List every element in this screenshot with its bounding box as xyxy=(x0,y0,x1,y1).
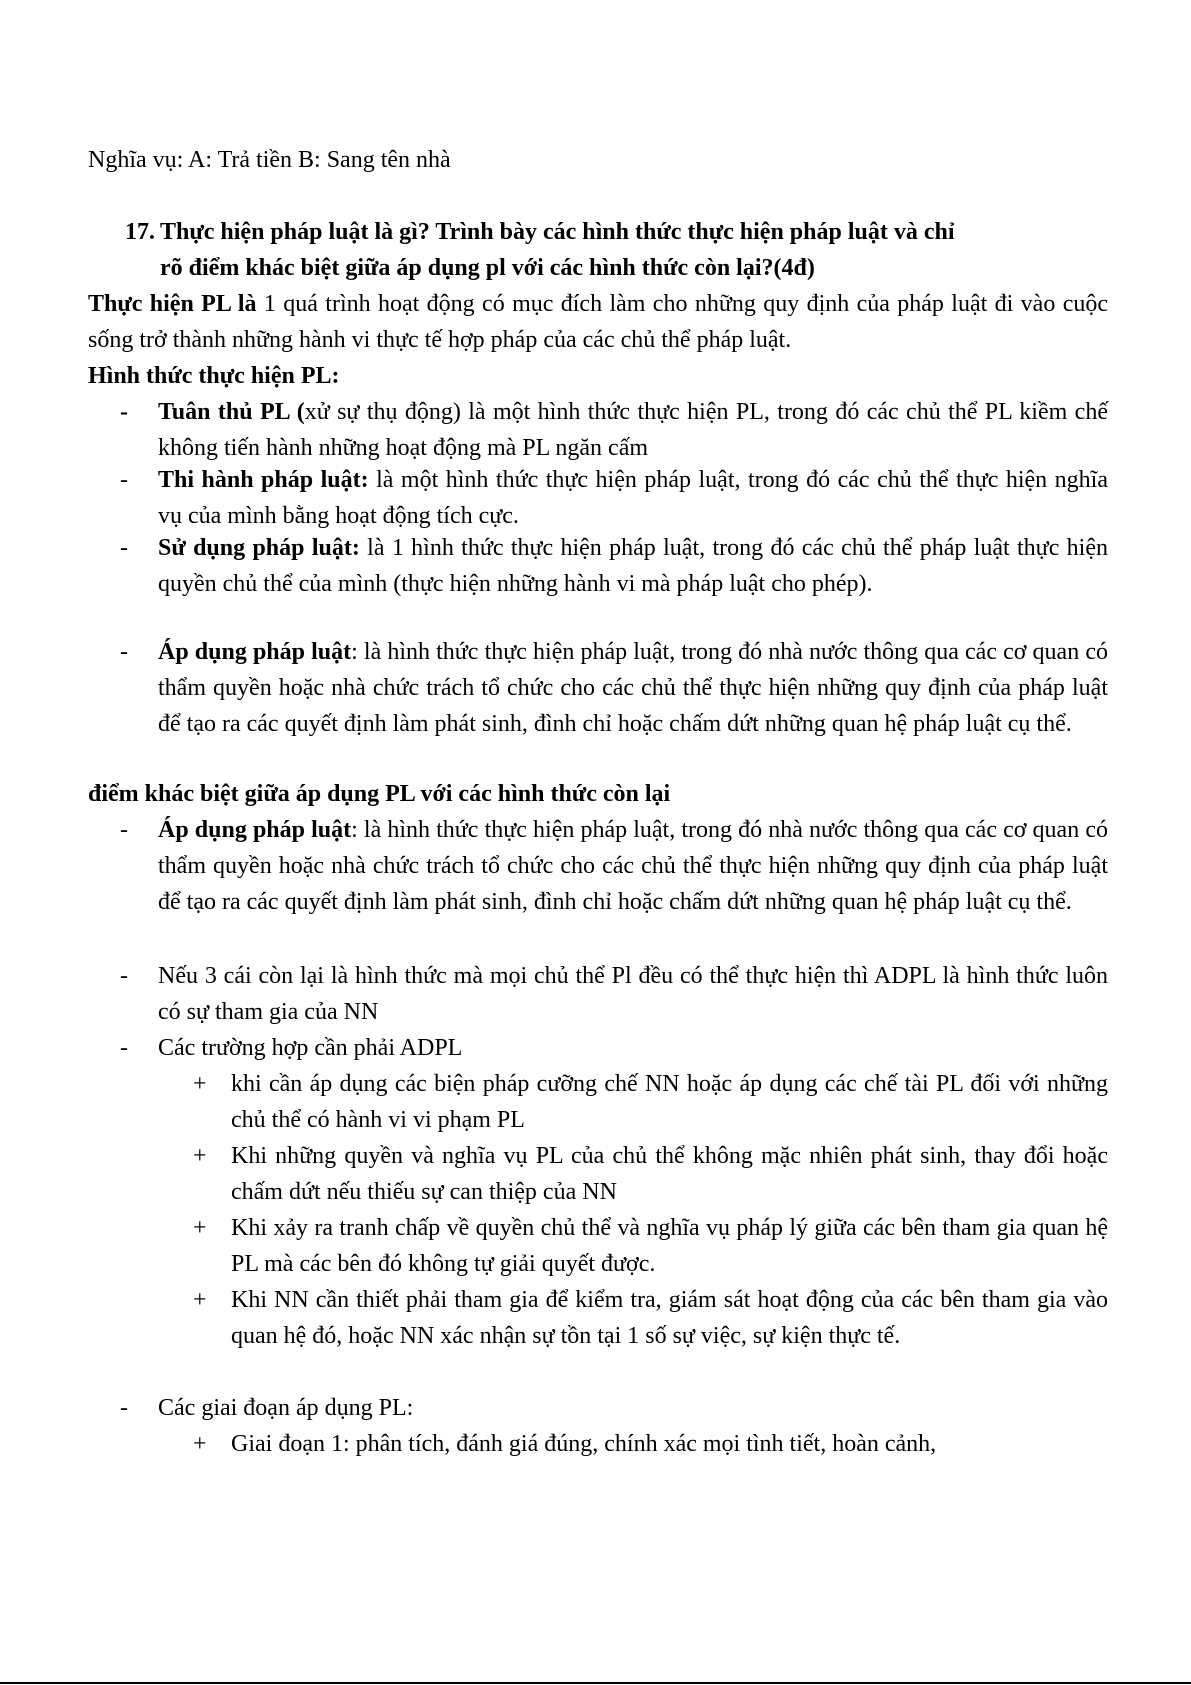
case-text: Khi NN cần thiết phải tham gia để kiểm tra, giám sát hoạt động của các bên tham gia vào quan hệ đó, hoặc NN xác nhận sự tồn tại 1 số sự việc, sự kiện thực tế. xyxy=(231,1287,1108,1349)
case-text: Khi những quyền và nghĩa vụ PL của chủ thể không mặc nhiên phát sinh, thay đổi hoặc chấm dứt nếu thiếu sự can thiệp của NN xyxy=(231,1143,1108,1205)
bullet-dash: - xyxy=(120,1035,128,1061)
page-bottom-rule xyxy=(0,1682,1191,1684)
bullet-dash: - xyxy=(120,399,128,425)
form-text: là 1 hình thức thực hiện pháp luật, trong đó các chủ thể pháp luật thực hiện quyền chủ thể của mình (thực hiện những hành vi mà pháp luật cho phép). xyxy=(158,535,1108,597)
bullet-plus: + xyxy=(193,1431,207,1457)
diff-item-cases xyxy=(120,1030,1108,1066)
diff-item-application xyxy=(120,812,1108,920)
definition-text: 1 quá trình hoạt động có mục đích làm cho những quy định của pháp luật đi vào cuộc sống trở thành những hành vi thực tế hợp pháp của các chủ thể pháp luật. xyxy=(88,291,1109,353)
forms-heading: Hình thức thực hiện PL: xyxy=(88,363,340,389)
form-term: Thi hành pháp luật: xyxy=(158,467,369,493)
form-item-compliance xyxy=(120,394,1108,466)
question-heading xyxy=(125,214,1110,286)
form-text: là một hình thức thực hiện pháp luật, trong đó các chủ thể thực hiện nghĩa vụ của mình bằng hoạt động tích cực. xyxy=(158,467,1109,529)
bullet-dash: - xyxy=(120,963,128,989)
form-text: : là hình thức thực hiện pháp luật, trong đó nhà nước thông qua các cơ quan có thẩm quyền hoặc nhà chức trách tổ chức cho các chủ thể thực hiện những quy định của pháp luật để tạo ra các quyết định làm phát sinh, đình chỉ hoặc chấm dứt những quan hệ pháp luật cụ thể. xyxy=(158,639,1108,737)
case-text: khi cần áp dụng các biện pháp cưỡng chế NN hoặc áp dụng các chế tài PL đối với những chủ thể có hành vi vi phạm PL xyxy=(231,1071,1108,1133)
definition-paragraph xyxy=(88,286,1108,358)
stage-text: Giai đoạn 1: phân tích, đánh giá đúng, chính xác mọi tình tiết, hoàn cảnh, xyxy=(231,1431,937,1457)
form-item-use xyxy=(120,530,1108,602)
diff-text: Các giai đoạn áp dụng PL: xyxy=(158,1395,414,1421)
diff-item-stages xyxy=(120,1390,1108,1426)
diff-heading: điểm khác biệt giữa áp dụng PL với các hình thức còn lại xyxy=(88,781,671,807)
form-item-execution xyxy=(120,462,1108,534)
bullet-dash: - xyxy=(120,817,128,843)
bullet-plus: + xyxy=(193,1143,207,1169)
case-item xyxy=(193,1066,1108,1138)
question-line-1: Thực hiện pháp luật là gì? Trình bày các hình thức thực hiện pháp luật và chỉ xyxy=(160,219,955,245)
bullet-dash: - xyxy=(120,467,128,493)
diff-text: Nếu 3 cái còn lại là hình thức mà mọi chủ thể Pl đều có thể thực hiện thì ADPL là hình thức luôn có sự tham gia của NN xyxy=(158,963,1108,1025)
bullet-plus: + xyxy=(193,1071,207,1097)
case-text: Khi xảy ra tranh chấp về quyền chủ thể và nghĩa vụ pháp lý giữa các bên tham gia quan hệ PL mà các bên đó không tự giải quyết được. xyxy=(231,1215,1108,1277)
diff-item-state-participation xyxy=(120,958,1108,1030)
form-text: xử sự thụ động) là một hình thức thực hiện PL, trong đó các chủ thể PL kiềm chế không tiến hành những hoạt động mà PL ngăn cấm xyxy=(158,399,1108,461)
form-term: Sử dụng pháp luật: xyxy=(158,535,360,561)
bullet-dash: - xyxy=(120,639,128,665)
stage-item xyxy=(193,1426,1108,1462)
intro-line: Nghĩa vụ: A: Trả tiền B: Sang tên nhà xyxy=(88,147,451,173)
definition-term: Thực hiện PL là xyxy=(88,291,257,317)
form-term: Tuân thủ PL ( xyxy=(158,399,305,425)
bullet-dash: - xyxy=(120,1395,128,1421)
bullet-plus: + xyxy=(193,1215,207,1241)
case-item xyxy=(193,1210,1108,1282)
bullet-dash: - xyxy=(120,535,128,561)
diff-text: : là hình thức thực hiện pháp luật, trong đó nhà nước thông qua các cơ quan có thẩm quyền hoặc nhà chức trách tổ chức cho các chủ thể thực hiện những quy định của pháp luật để tạo ra các quyết định làm phát sinh, đình chỉ hoặc chấm dứt những quan hệ pháp luật cụ thể. xyxy=(158,817,1108,915)
question-number: 17. xyxy=(125,219,155,245)
bullet-plus: + xyxy=(193,1287,207,1313)
form-item-application xyxy=(120,634,1108,742)
case-item xyxy=(193,1282,1108,1354)
case-item xyxy=(193,1138,1108,1210)
question-line-2: rõ điểm khác biệt giữa áp dụng pl với các hình thức còn lại?(4đ) xyxy=(160,255,815,281)
form-term: Áp dụng pháp luật xyxy=(158,639,352,665)
diff-term: Áp dụng pháp luật xyxy=(158,817,352,843)
diff-text: Các trường hợp cần phải ADPL xyxy=(158,1035,463,1061)
